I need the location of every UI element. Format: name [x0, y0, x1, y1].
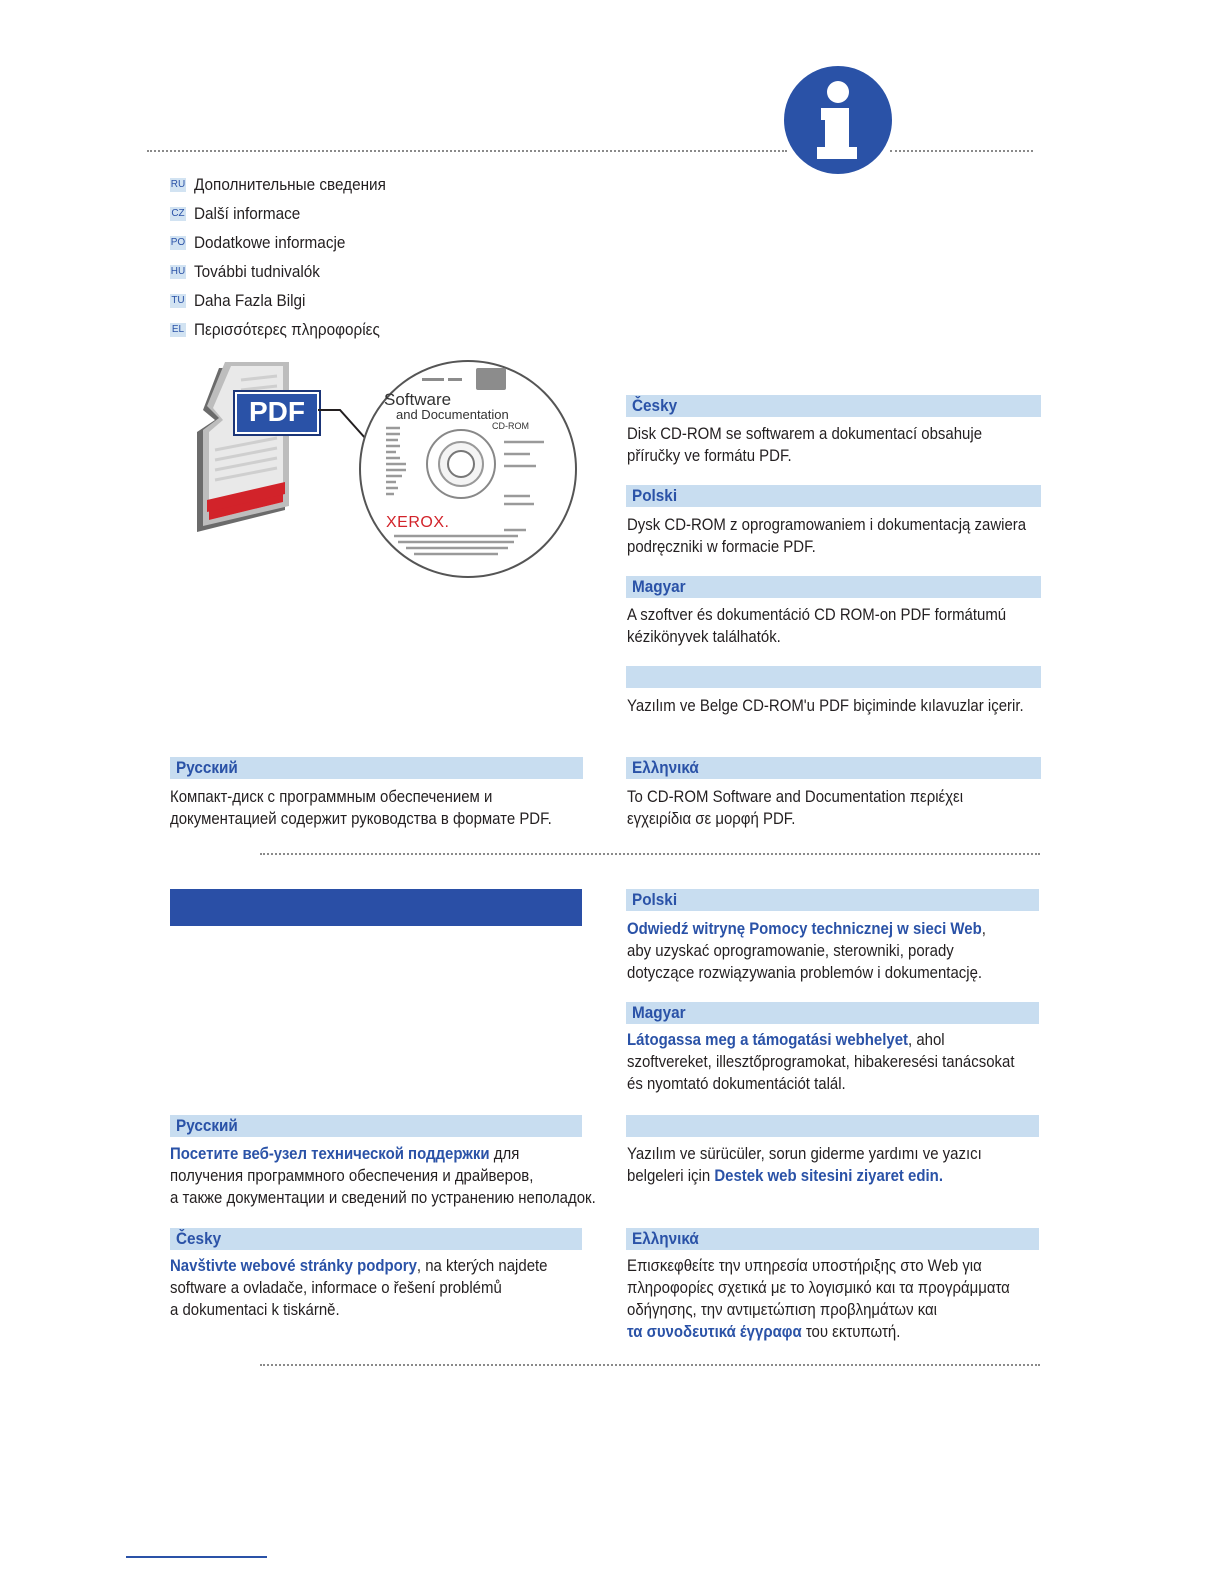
section1-polski-text — [627, 514, 1080, 558]
section1-polski-header-label: Polski — [632, 486, 678, 505]
section1-russian-header-label: Русский — [176, 758, 238, 777]
language-title: További tudnivalók — [194, 262, 320, 281]
language-item-ru — [170, 174, 407, 196]
text-line: Dysk CD-ROM z oprogramowaniem i dokumentacją zawiera — [627, 515, 1027, 534]
section2-greek-text — [627, 1255, 1062, 1343]
section2-turkce-text — [627, 1143, 1030, 1187]
text-line — [627, 1321, 1010, 1343]
info-icon — [783, 65, 893, 175]
language-code: PO — [170, 237, 186, 248]
language-item-hu — [170, 261, 334, 283]
text-line: podręczniki w formacie PDF. — [627, 537, 816, 556]
text-line: а также документации и сведений по устранению неполадок. — [170, 1188, 596, 1207]
text-fragment: , ahol — [908, 1030, 945, 1049]
section2-russian-header — [170, 1115, 582, 1137]
text-line: πληροφορίες σχετικά με το λογισμικό και τα προγράμματα — [627, 1278, 1010, 1297]
section2-turkce-header — [626, 1115, 1039, 1137]
section2-russian-text — [170, 1143, 654, 1209]
section1-greek-header — [626, 757, 1041, 779]
section2-greek-header — [626, 1228, 1039, 1250]
section1-cesky-header — [626, 395, 1041, 417]
text-line: szoftvereket, illesztőprogramokat, hibakeresési tanácsokat — [627, 1052, 1015, 1071]
support-link-greek[interactable]: τα συνοδευτικά έγγραφα — [627, 1322, 802, 1341]
pdf-document-illustration — [185, 360, 325, 540]
section1-greek-text — [627, 786, 1009, 830]
text-line: Disk CD-ROM se softwarem a dokumentací obsahuje — [627, 424, 983, 443]
language-item-el — [170, 319, 400, 341]
text-line: Yazılım ve sürücüler, sorun giderme yardımı ve yazıcı — [627, 1144, 982, 1163]
support-link-polski[interactable]: Odwiedź witrynę Pomocy technicznej w sieci Web — [627, 919, 982, 938]
text-line: és nyomtató dokumentációt talál. — [627, 1074, 846, 1093]
text-fragment: , na kterých najdete — [416, 1256, 548, 1275]
section2-polski-text — [627, 918, 1035, 984]
section2-magyar-text — [627, 1029, 1067, 1095]
text-line — [170, 1143, 596, 1165]
section1-turkce-header — [626, 666, 1041, 688]
language-item-cz — [170, 203, 312, 225]
language-code: CZ — [171, 208, 185, 219]
section2-russian-header-label: Русский — [176, 1116, 238, 1135]
support-banner — [170, 889, 582, 926]
text-line: software a ovladače, informace o řešení problémů — [170, 1278, 502, 1297]
text-line: aby uzyskać oprogramowanie, sterowniki, porady — [627, 941, 954, 960]
top-divider-right — [890, 150, 1033, 152]
text-fragment: του εκτυπωτή. — [801, 1322, 901, 1341]
text-line: εγχειρίδια σε μορφή PDF. — [627, 809, 796, 828]
section1-greek-header-label: Ελληνικά — [632, 758, 699, 777]
xerox-logo: XEROX. — [386, 514, 450, 531]
section1-cesky-header-label: Česky — [632, 396, 678, 415]
section-divider-2 — [260, 1364, 1040, 1366]
text-line: příručky ve formátu PDF. — [627, 446, 792, 465]
section-divider-1 — [260, 853, 1040, 855]
section1-magyar-text — [627, 604, 1058, 648]
section1-cesky-text — [627, 423, 1030, 467]
text-line: Yazılım ve Belge CD-ROM'u PDF biçiminde kılavuzlar içerir. — [627, 696, 1024, 715]
text-line: Επισκεφθείτε την υπηρεσία υποστήριξης στο Web για — [627, 1256, 982, 1275]
text-line: A szoftver és dokumentáció CD ROM-on PDF formátumú — [627, 605, 1007, 624]
section1-magyar-header-label: Magyar — [632, 577, 686, 596]
section1-turkce-text — [627, 695, 1078, 717]
cd-subtitle: CD-ROM — [492, 421, 529, 431]
language-title: Dodatkowe informacje — [194, 233, 346, 252]
section1-magyar-header — [626, 576, 1041, 598]
section2-cesky-header — [170, 1228, 582, 1250]
section1-russian-header — [170, 757, 583, 779]
cd-illustration — [358, 358, 578, 580]
text-line: получения программного обеспечения и драйверов, — [170, 1166, 534, 1185]
text-line: Το CD-ROM Software and Documentation περιέχει — [627, 787, 964, 806]
text-line — [627, 1165, 982, 1187]
section1-polski-header — [626, 485, 1041, 507]
text-line: dotyczące rozwiązywania problemów i dokumentację. — [627, 963, 983, 982]
language-title: Další informace — [194, 204, 301, 223]
language-title: Дополнительные сведения — [194, 175, 386, 194]
pdf-badge — [235, 392, 319, 434]
text-line: Компакт-диск с программным обеспечением и — [170, 787, 493, 806]
support-link-russian[interactable]: Посетите веб-узел технической поддержки — [170, 1144, 490, 1163]
section2-magyar-header — [626, 1002, 1039, 1024]
top-divider-left — [147, 150, 787, 152]
text-line — [627, 918, 986, 940]
footer-rule — [126, 1556, 267, 1558]
language-code: EL — [171, 324, 185, 335]
support-link-cesky[interactable]: Navštivte webové stránky podpory — [170, 1256, 417, 1275]
support-link-turkce[interactable]: Destek web sitesini ziyaret edin. — [714, 1166, 943, 1185]
section2-polski-header-label: Polski — [632, 890, 678, 909]
language-code: RU — [170, 179, 186, 190]
section1-russian-text — [170, 786, 604, 830]
text-line: kézikönyvek találhatók. — [627, 627, 781, 646]
cd-title-line2: and Documentation — [396, 407, 509, 422]
text-line: οδήγησης, την αντιμετώπιση προβλημάτων και — [627, 1300, 937, 1319]
text-line — [170, 1255, 547, 1277]
pdf-badge-label: PDF — [249, 396, 305, 427]
support-link-magyar[interactable]: Látogassa meg a támogatási webhelyet — [627, 1030, 909, 1049]
text-fragment: belgeleri için — [627, 1166, 715, 1185]
language-code: HU — [170, 266, 186, 277]
text-line: документацией содержит руководства в формате PDF. — [170, 809, 552, 828]
language-item-tu — [170, 290, 318, 312]
language-code: TU — [171, 295, 185, 306]
section2-magyar-header-label: Magyar — [632, 1003, 686, 1022]
language-title: Daha Fazla Bilgi — [194, 291, 306, 310]
section2-cesky-text — [170, 1255, 599, 1321]
language-title: Περισσότερες πληροφορίες — [194, 320, 380, 339]
section2-cesky-header-label: Česky — [176, 1229, 222, 1248]
section2-polski-header — [626, 889, 1039, 911]
text-line — [627, 1029, 1014, 1051]
text-fragment: , — [981, 919, 986, 938]
text-line: a dokumentaci k tiskárně. — [170, 1300, 340, 1319]
text-fragment: для — [489, 1144, 520, 1163]
cd-title-line1: Software — [384, 390, 452, 409]
language-item-po — [170, 232, 362, 254]
section2-greek-header-label: Ελληνικά — [632, 1229, 699, 1248]
